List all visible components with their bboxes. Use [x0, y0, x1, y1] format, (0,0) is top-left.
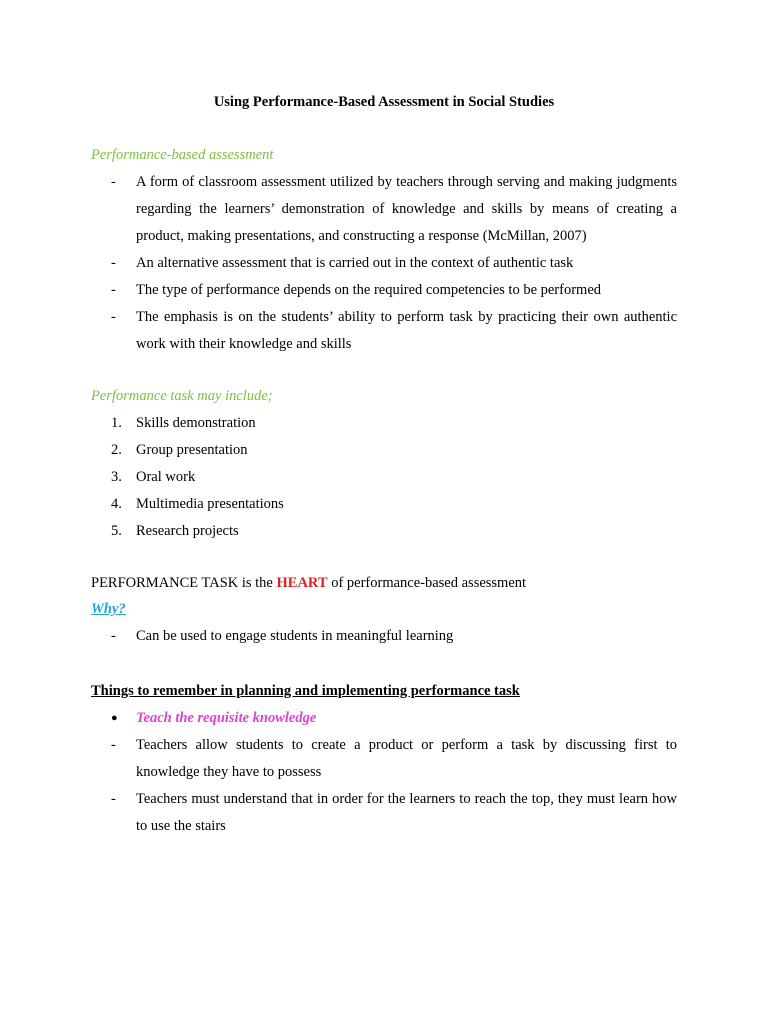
section-heading-things-to-remember: Things to remember in planning and implementing performance task	[91, 683, 520, 699]
remember-list	[111, 705, 677, 840]
list-number: 2.	[111, 442, 122, 458]
list-item-text: A form of classroom assessment utilized by teachers through serving and making judgments regarding the learners’ demonstration of knowledge and skills by means of creating a product, making presentations, and constructing a response (McMillan, 2007)	[136, 174, 677, 244]
dash-marker: -	[111, 737, 116, 753]
statement-text: of performance-based assessment	[327, 575, 527, 591]
dash-marker: -	[111, 628, 116, 644]
list-number: 3.	[111, 469, 122, 485]
list-item	[111, 437, 677, 464]
list-item	[111, 491, 677, 518]
list-item-text: Teach the requisite knowledge	[136, 710, 317, 726]
list-item-text: Skills demonstration	[136, 415, 256, 431]
dash-marker: -	[111, 791, 116, 807]
list-number: 5.	[111, 523, 122, 539]
list-item	[111, 623, 677, 650]
document-title: Using Performance-Based Assessment in Social Studies	[213, 94, 555, 110]
heart-statement	[91, 575, 526, 592]
why-list	[111, 623, 677, 650]
list-item	[111, 786, 677, 840]
list-number: 4.	[111, 496, 122, 512]
list-item-text: Oral work	[136, 469, 196, 485]
list-item-text: The emphasis is on the students’ ability to perform task by practicing their own authentic work with their knowledge and skills	[136, 309, 677, 352]
bullet-icon: ●	[111, 712, 118, 724]
dash-marker: -	[111, 309, 116, 325]
list-item	[111, 464, 677, 491]
list-item-text: Teachers must understand that in order for the learners to reach the top, they must learn how to use the stairs	[136, 791, 677, 834]
list-item	[111, 250, 677, 277]
section-heading-performance-based: Performance-based assessment	[91, 147, 274, 163]
list-item-text: Group presentation	[136, 442, 248, 458]
statement-text: PERFORMANCE TASK is the	[91, 575, 277, 591]
list-item	[111, 518, 677, 545]
list-item	[111, 410, 677, 437]
list-item	[111, 169, 677, 250]
section-heading-performance-task: Performance task may include;	[91, 388, 273, 404]
dash-marker: -	[111, 255, 116, 271]
list-item-text: Can be used to engage students in meaningful learning	[136, 628, 454, 644]
list-item-text: Research projects	[136, 523, 239, 539]
list-item-text: The type of performance depends on the required competencies to be performed	[136, 282, 602, 298]
list-item	[111, 277, 677, 304]
list-item-text: Teachers allow students to create a product or perform a task by discussing first to knowledge they have to possess	[136, 737, 677, 780]
list-item	[111, 304, 677, 358]
list-item-text: An alternative assessment that is carried out in the context of authentic task	[136, 255, 574, 271]
numbered-list	[111, 410, 677, 545]
why-heading: Why?	[91, 601, 126, 617]
list-item	[111, 705, 677, 732]
list-number: 1.	[111, 415, 122, 431]
list-item	[111, 732, 677, 786]
heart-emphasis: HEART	[276, 575, 328, 591]
definition-list	[111, 169, 677, 358]
list-item-text: Multimedia presentations	[136, 496, 284, 512]
dash-marker: -	[111, 174, 116, 190]
dash-marker: -	[111, 282, 116, 298]
